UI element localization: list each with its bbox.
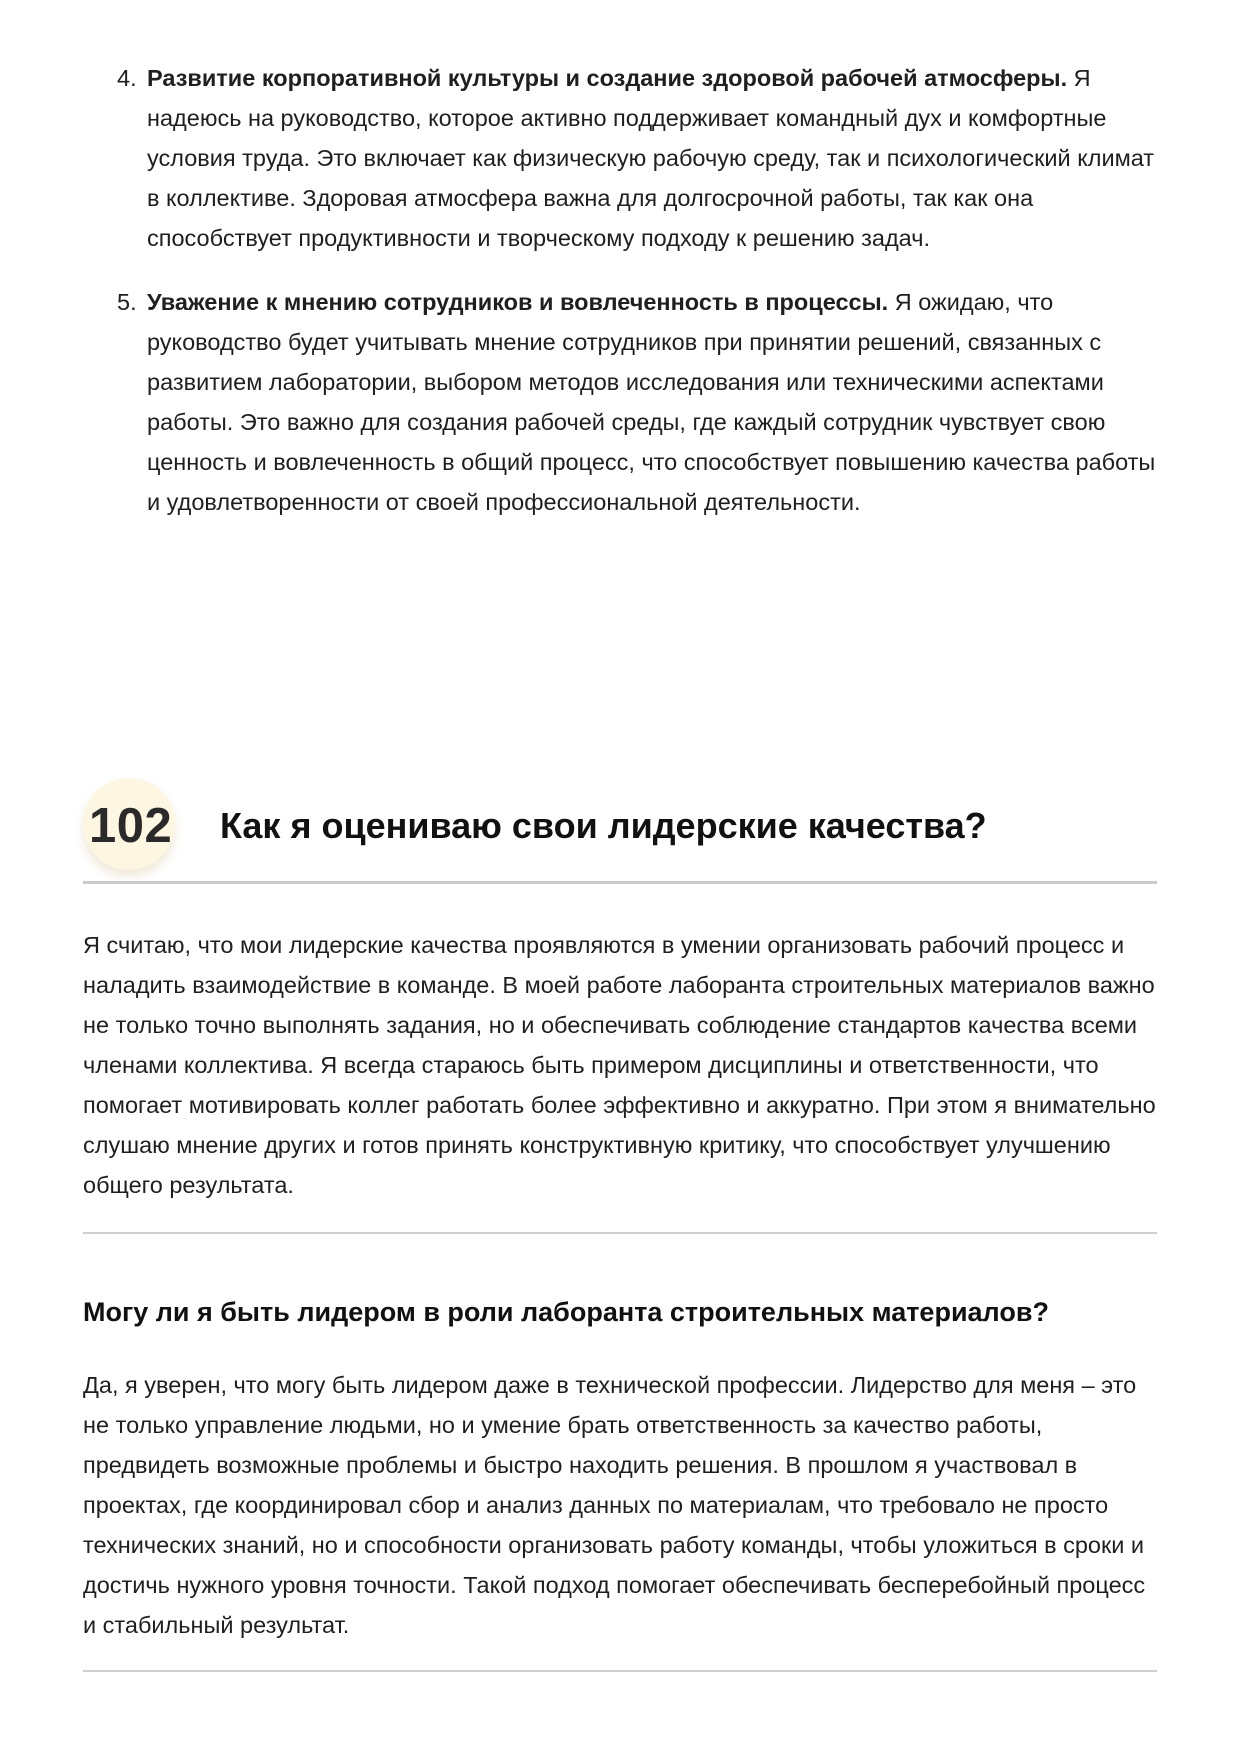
section-paragraph-1: Я считаю, что мои лидерские качества проявляются в умении организовать рабочий процесс и наладить взаимодействие в команде. В моей работе лаборанта строительных материалов важно не только точно выполнять задания, но и обеспечивать соблюдение стандартов качества всеми членами коллектива. Я всегда стараюсь быть примером дисциплины и ответственности, что помогает мотивировать коллег работать более эффективно и аккуратно. При этом я внимательно слушаю мнение других и готов принять конструктивную критику, что способствует улучшению общего результата.	[83, 932, 1156, 1198]
section-divider	[83, 881, 1157, 884]
list-item-text: Я ожидаю, что руководство будет учитывать мнение сотрудников при принятии решений, связанных с развитием лаборатории, выбором методов исследования или техническими аспектами работы. Это важно для создания рабочей среды, где каждый сотрудник чувствует свою ценность и вовлеченность в общий процесс, что способствует повышению качества работы и удовлетворенности от своей профессиональной деятельности.	[147, 289, 1156, 515]
list-item-text: Я надеюсь на руководство, которое активно поддерживает командный дух и комфортные условия труда. Это включает как физическую рабочую среду, так и психологический климат в коллективе. Здоровая атмосфера важна для долгосрочной работы, так как она способствует продуктивности и творческому подходу к решению задач.	[147, 65, 1155, 251]
paragraph-divider	[83, 1232, 1157, 1234]
list-item	[83, 58, 1163, 258]
expectations-list	[83, 58, 1163, 546]
list-item	[83, 282, 1163, 522]
section-subheading: Могу ли я быть лидером в роли лаборанта строительных материалов?	[83, 1297, 1049, 1327]
bottom-divider	[83, 1670, 1157, 1672]
section-paragraph-2: Да, я уверен, что могу быть лидером даже в технической профессии. Лидерство для меня – это не только управление людьми, но и умение брать ответственность за качество работы, предвидеть возможные проблемы и быстро находить решения. В прошлом я участвовал в проектах, где координировал сбор и анализ данных по материалам, что требовало не просто технических знаний, но и способности организовать работу команды, чтобы уложиться в сроки и достичь нужного уровня точности. Такой подход помогает обеспечивать бесперебойный процесс и стабильный результат.	[83, 1372, 1146, 1638]
list-item-number: 4.	[117, 65, 137, 91]
section-header	[83, 778, 1157, 884]
section-title: Как я оцениваю свои лидерские качества?	[220, 805, 987, 846]
list-item-number: 5.	[117, 289, 137, 315]
section-number: 102	[89, 799, 173, 853]
list-item-heading: Развитие корпоративной культуры и создание здоровой рабочей атмосферы.	[147, 65, 1068, 91]
list-item-heading: Уважение к мнению сотрудников и вовлеченность в процессы.	[147, 289, 889, 315]
